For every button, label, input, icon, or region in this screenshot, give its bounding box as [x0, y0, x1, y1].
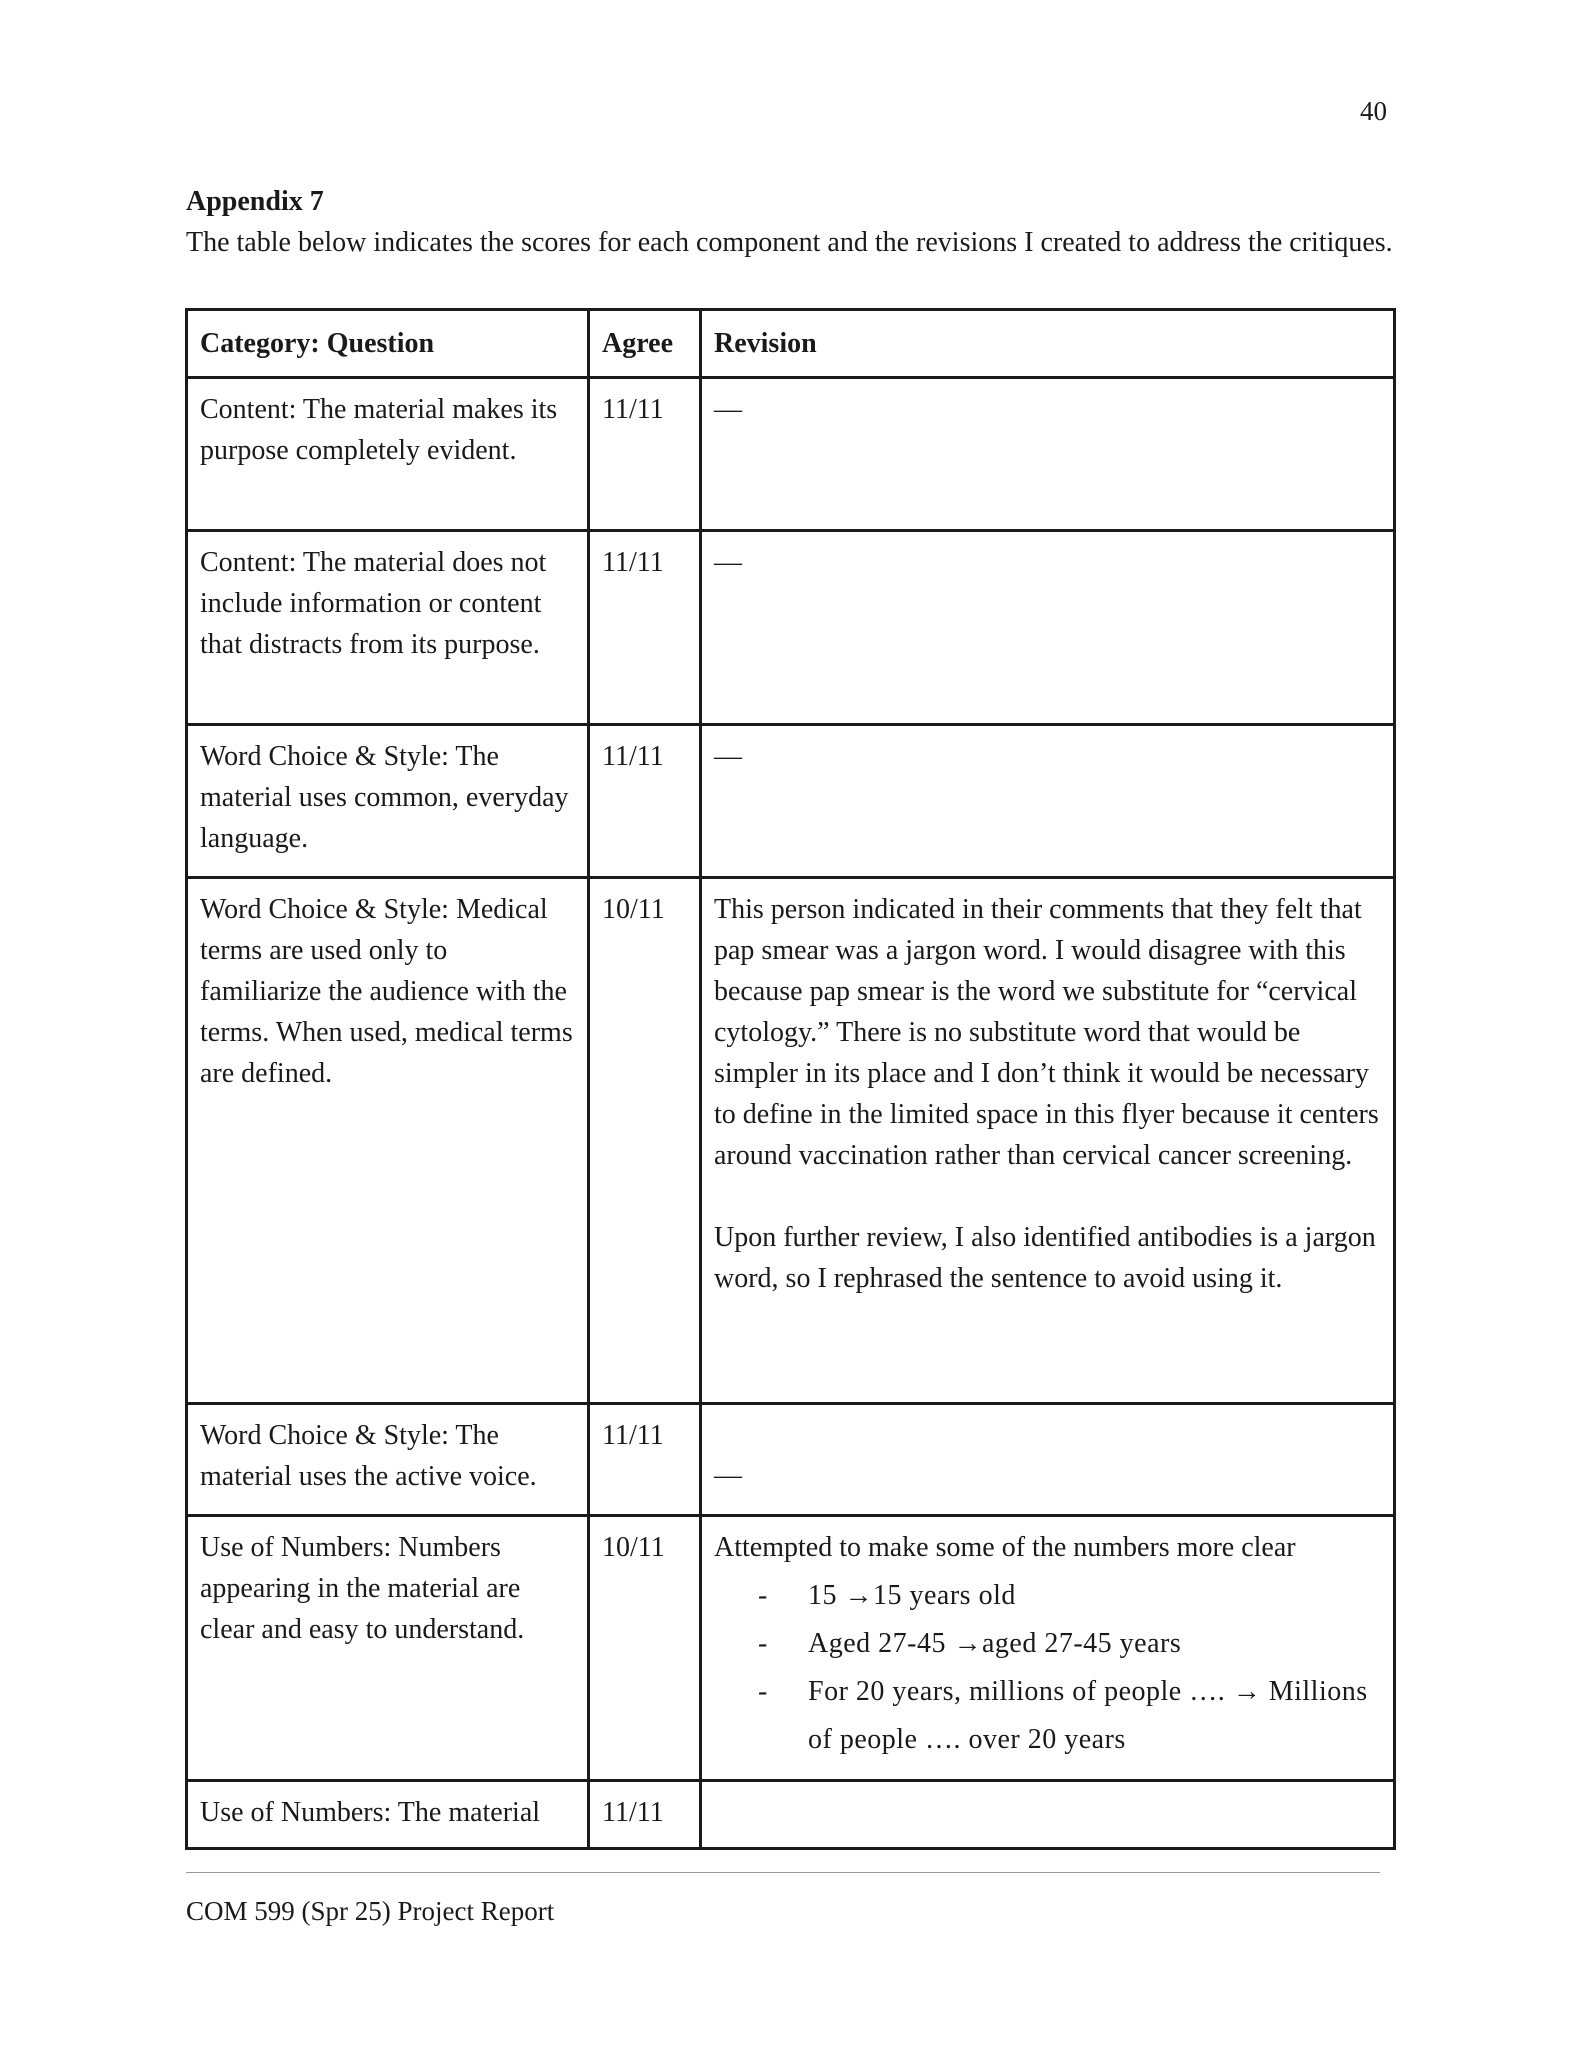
agree-cell: 11/11 — [589, 725, 701, 878]
table-row — [187, 1404, 1395, 1516]
question-cell: Word Choice & Style: The material uses common, everyday language. — [187, 725, 589, 878]
table-row — [187, 1781, 1395, 1849]
list-item-text: Aged 27-45 →aged 27-45 years — [808, 1628, 1182, 1659]
bullet-marker: - — [758, 1580, 768, 1611]
list-item — [758, 1572, 1381, 1620]
revision-paragraph: This person indicated in their comments that they felt that pap smear was a jargon word. I would disagree with this because pap smear is the word we substitute for “cervical cytology.” There is no substitute word that would be simpler in its place and I don’t think it would be necessary to define in the limited space in this flyer because it centers around vaccination rather than cervical cancer screening. — [714, 894, 1379, 1171]
revision-list — [714, 1572, 1381, 1764]
bullet-marker: - — [758, 1676, 768, 1707]
table-header-row — [187, 310, 1395, 378]
question-cell: Content: The material makes its purpose completely evident. — [187, 378, 589, 531]
table-row — [187, 378, 1395, 531]
header-revision: Revision — [701, 310, 1395, 378]
table-row — [187, 1516, 1395, 1781]
revision-intro: Attempted to make some of the numbers more clear — [714, 1532, 1296, 1563]
header-category-question: Category: Question — [187, 310, 589, 378]
intro-paragraph: The table below indicates the scores for each component and the revisions I created to address the critiques. — [186, 227, 1393, 258]
table-row — [187, 531, 1395, 725]
revision-paragraph: Upon further review, I also identified antibodies is a jargon word, so I rephrased the sentence to avoid using it. — [714, 1222, 1376, 1294]
revision-cell — [701, 1781, 1395, 1849]
revision-cell — [701, 1404, 1395, 1516]
bullet-marker: - — [758, 1628, 768, 1659]
agree-cell: 11/11 — [589, 378, 701, 531]
question-cell: Use of Numbers: The material — [187, 1781, 589, 1849]
table-row — [187, 725, 1395, 878]
revision-dash: — — [714, 741, 742, 772]
table-row — [187, 878, 1395, 1404]
agree-cell: 11/11 — [589, 531, 701, 725]
footer-text: COM 599 (Spr 25) Project Report — [186, 1896, 555, 1926]
revision-cell — [701, 878, 1395, 1404]
agree-cell: 10/11 — [589, 878, 701, 1404]
list-item — [758, 1620, 1381, 1668]
revision-dash: — — [714, 394, 742, 425]
scores-table — [185, 308, 1396, 1850]
header-agree: Agree — [589, 310, 701, 378]
question-cell: Content: The material does not include information or content that distracts from its purpose. — [187, 531, 589, 725]
question-cell: Word Choice & Style: Medical terms are used only to familiarize the audience with the terms. When used, medical terms are defined. — [187, 878, 589, 1404]
agree-cell: 10/11 — [589, 1516, 701, 1781]
list-item-text: For 20 years, millions of people …. → Millions of people …. over 20 years — [808, 1676, 1368, 1755]
agree-cell: 11/11 — [589, 1404, 701, 1516]
list-item — [758, 1668, 1381, 1764]
revision-dash: — — [714, 1460, 742, 1491]
agree-cell: 11/11 — [589, 1781, 701, 1849]
list-item-text: 15 →15 years old — [808, 1580, 1016, 1611]
revision-cell — [701, 1516, 1395, 1781]
revision-cell — [701, 378, 1395, 531]
footer-divider — [186, 1872, 1380, 1873]
page-number: 40 — [1360, 96, 1387, 126]
revision-dash: — — [714, 547, 742, 578]
question-cell: Word Choice & Style: The material uses the active voice. — [187, 1404, 589, 1516]
revision-cell — [701, 725, 1395, 878]
question-cell: Use of Numbers: Numbers appearing in the material are clear and easy to understand. — [187, 1516, 589, 1781]
appendix-heading: Appendix 7 — [186, 186, 324, 217]
revision-cell — [701, 531, 1395, 725]
